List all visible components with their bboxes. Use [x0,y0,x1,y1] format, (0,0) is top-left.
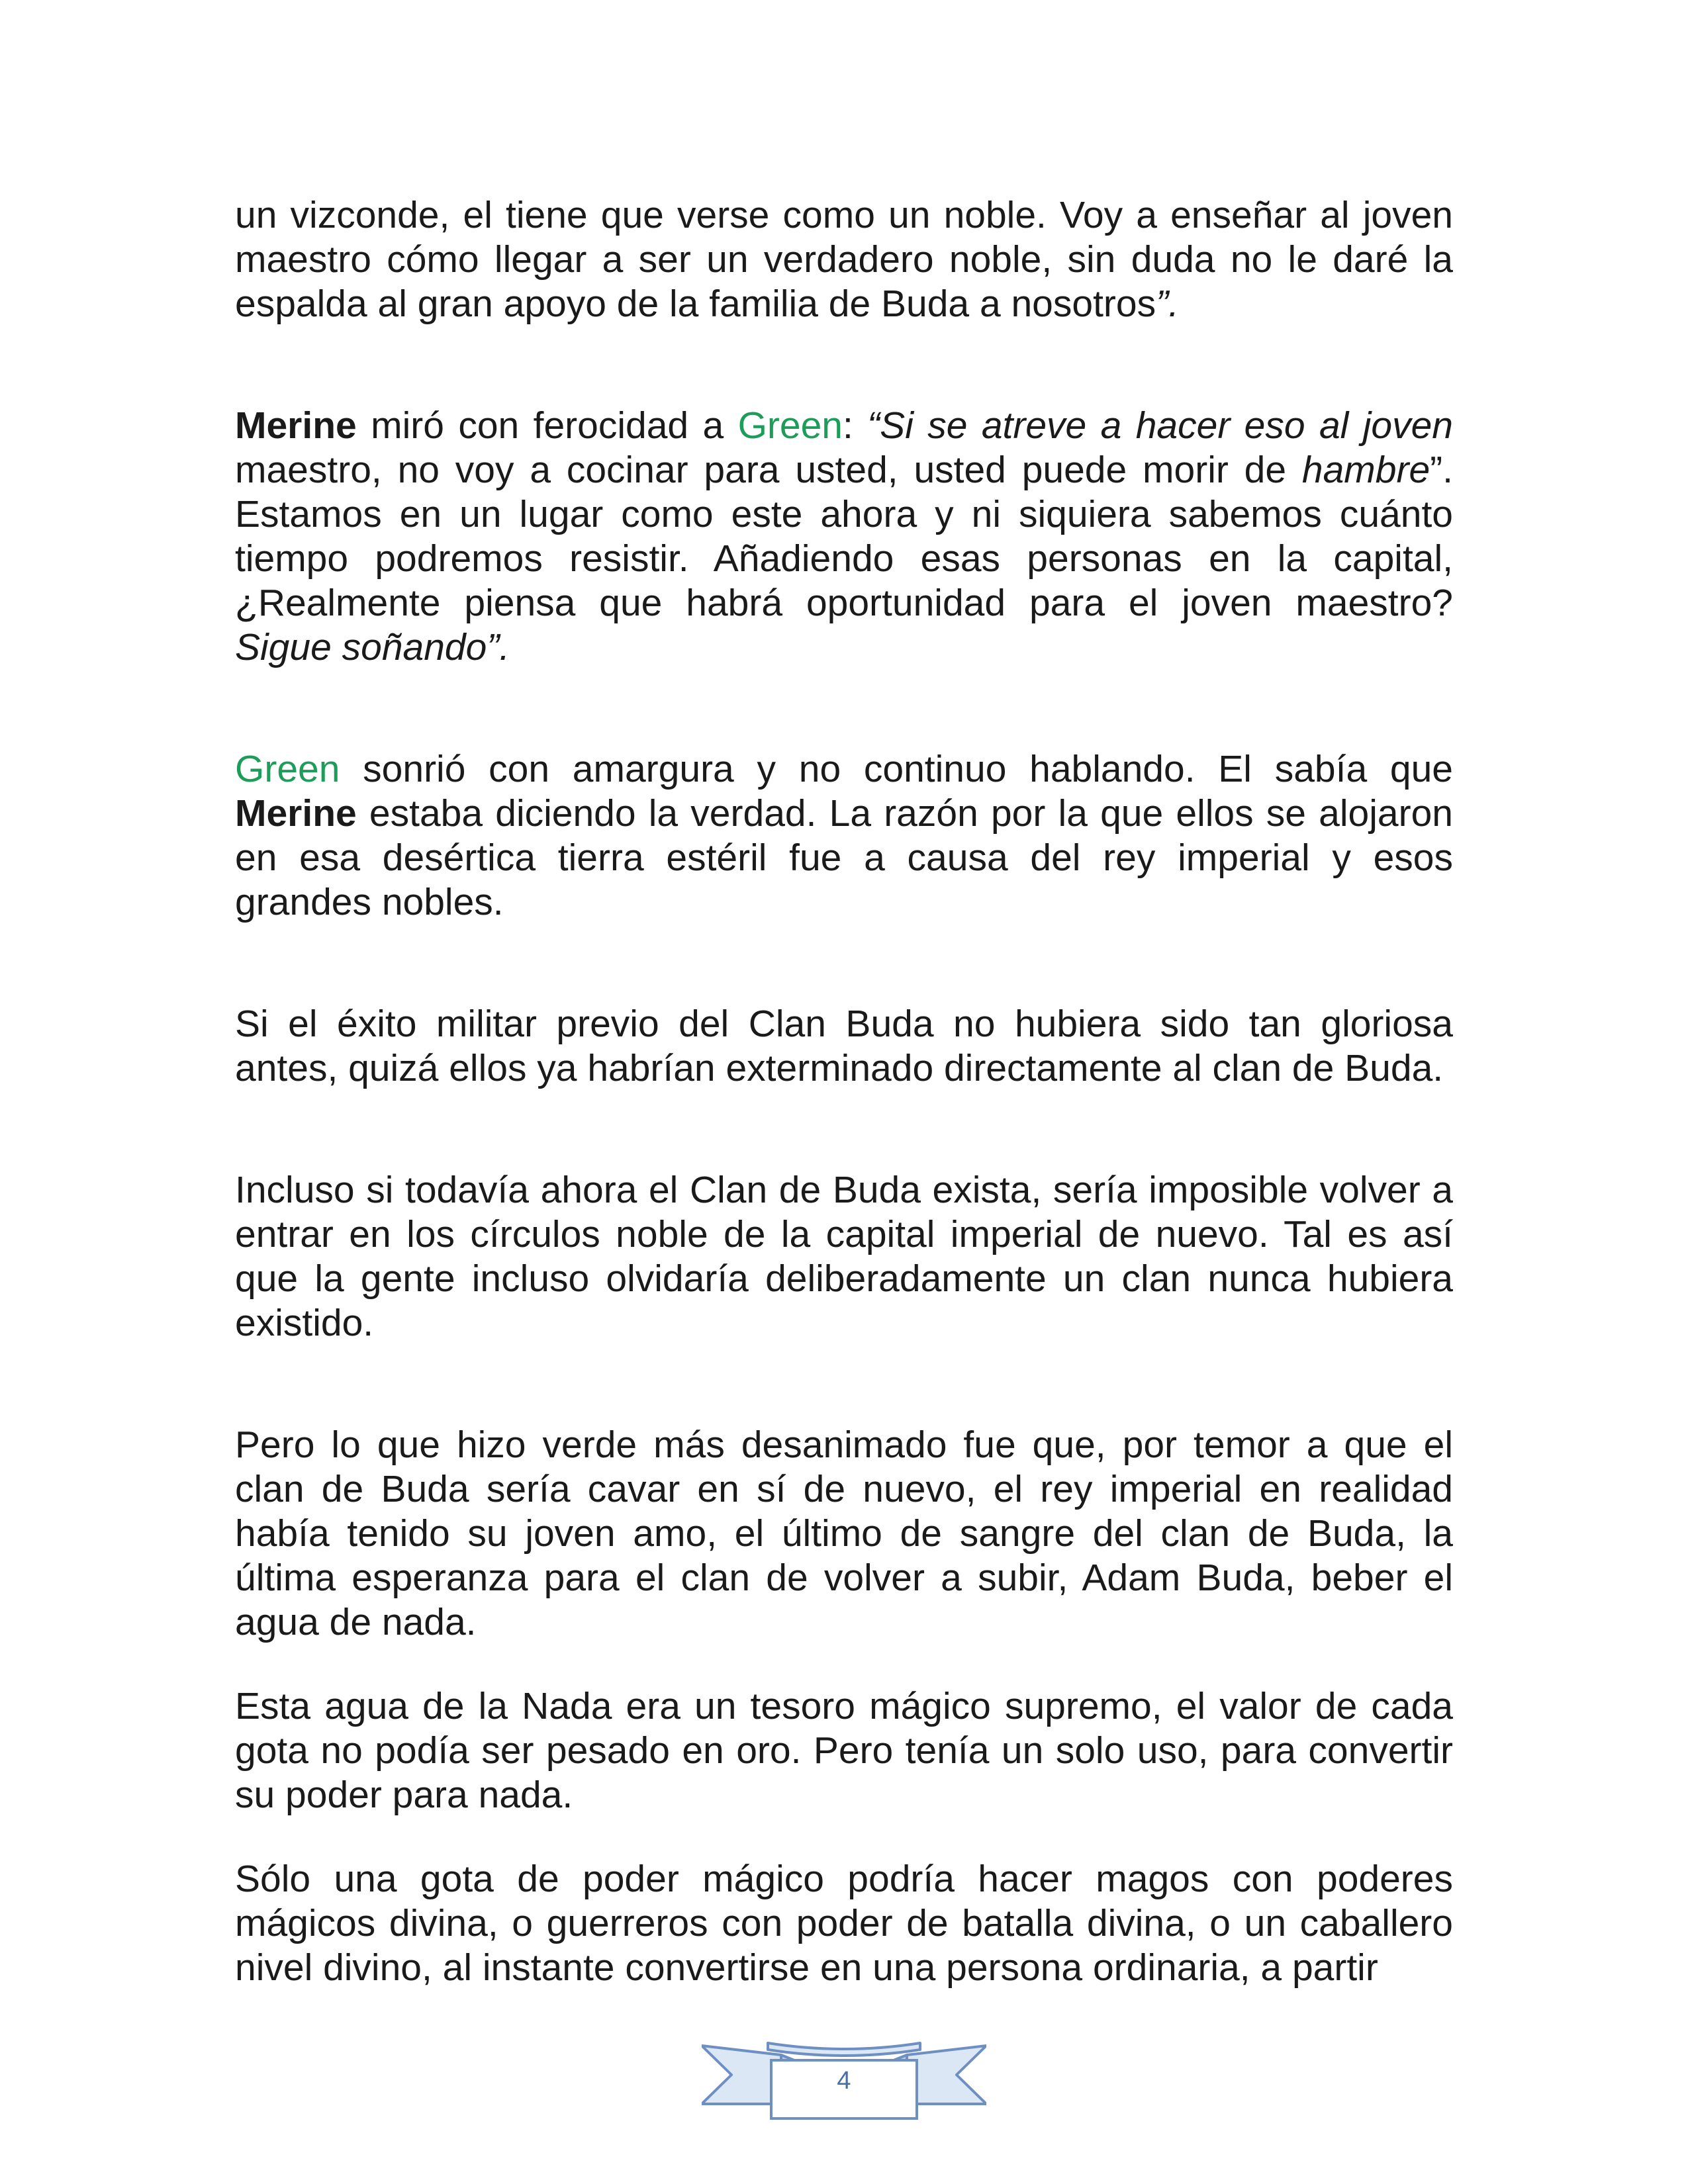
paragraph-2-quote-2: Sigue soñando”. [235,626,510,668]
paragraph-6: Pero lo que hizo verde más desanimado fue que, por temor a que el clan de Buda sería cavar en sí de nuevo, el rey imperial en realidad había tenido su joven amo, el último de sangre del clan de Buda, la última esperanza para el clan de volver a subir, Adam Buda, beber el agua de nada. [235,1424,1453,1643]
document-body [235,193,1453,1990]
paragraph-2-text-4: ”. Estamos en un lugar como este ahora y ni siquiera sabemos cuánto tiempo podremos resistir. Añadiendo esas personas en la capital, ¿Realmente piensa que habrá oportunidad para el joven maestro? [235,449,1453,624]
paragraph-4: Si el éxito militar previo del Clan Buda no hubiera sido tan gloriosa antes, quizá ellos ya habrían exterminado directamente al clan de Buda. [235,1003,1453,1089]
paragraph-2 [235,404,1453,670]
paragraph-2-hambre: hambre [1301,449,1430,491]
page-number: 4 [837,2067,851,2095]
page-footer [702,2040,986,2126]
paragraph-2-quote-1: “Si se atreve a hacer eso al joven [867,404,1453,447]
paragraph-7: Esta agua de la Nada era un tesoro mágico supremo, el valor de cada gota no podía ser pesado en oro. Pero tenía un solo uso, para convertir su poder para nada. [235,1685,1453,1816]
paragraph-5: Incluso si todavía ahora el Clan de Buda exista, sería imposible volver a entrar en los círculos noble de la capital imperial de nuevo. Tal es así que la gente incluso olvidaría deliberadamente un clan nunca hubiera existido. [235,1169,1453,1344]
paragraph-1-text: un vizconde, el tiene que verse como un noble. Voy a enseñar al joven maestro cómo llegar a ser un verdadero noble, sin duda no le daré la espalda al gran apoyo de la familia de Buda a nosotros [235,194,1453,325]
paragraph-3-text-1: sonrió con amargura y no continuo hablando. El sabía que [340,748,1453,790]
character-name-merine: Merine [235,792,357,835]
paragraph-3 [235,747,1453,925]
paragraph-3-text-2: estaba diciendo la verdad. La razón por la que ellos se alojaron en esa desértica tierra estéril fue a causa del rey imperial y esos grandes nobles. [235,792,1453,923]
character-name-green: Green [235,748,340,790]
paragraph-2-text-3: maestro, no voy a cocinar para usted, usted puede morir de [235,449,1302,491]
paragraph-1-close: ”. [1156,283,1179,325]
paragraph-2-text-2: : [842,404,868,447]
paragraph-1 [235,193,1453,326]
character-name-green: Green [737,404,843,447]
paragraph-8: Sólo una gota de poder mágico podría hacer magos con poderes mágicos divina, o guerreros con poder de batalla divina, o un caballero nivel divino, al instante convertirse en una persona ordinaria, a partir [235,1858,1453,1989]
character-name-merine: Merine [235,404,357,447]
paragraph-2-text-1: miró con ferocidad a [356,404,738,447]
